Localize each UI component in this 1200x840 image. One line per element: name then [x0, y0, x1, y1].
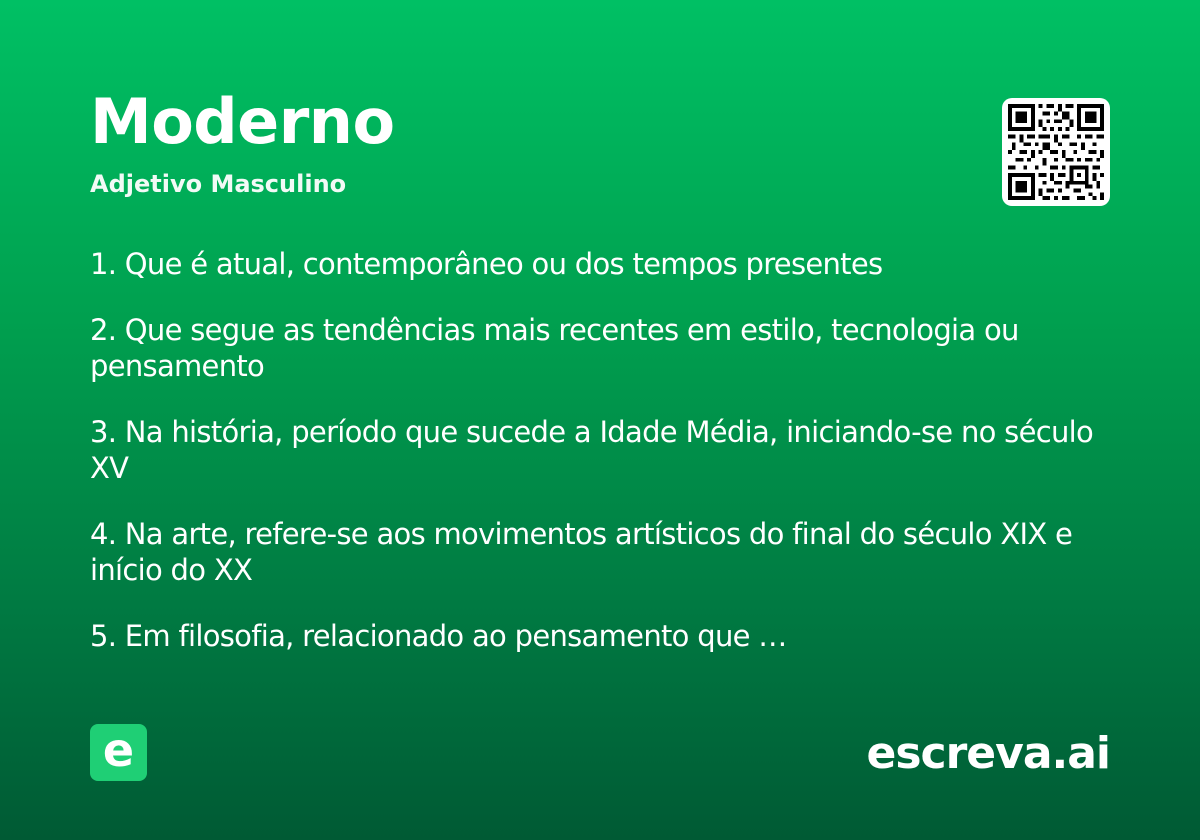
logo-letter: e	[102, 722, 135, 777]
definition-item: 4. Na arte, refere-se aos movimentos artísticos do final do século XIX e início do XX	[90, 517, 1073, 587]
definition-item: 5. Em filosofia, relacionado ao pensamento que …	[90, 619, 787, 653]
logo-icon	[90, 724, 147, 781]
brand-name: escreva.ai	[866, 728, 1110, 779]
definition-item: 2. Que segue as tendências mais recentes em estilo, tecnologia ou pensamento	[90, 313, 1019, 383]
word-title: Moderno	[90, 85, 395, 158]
grammar-class: Adjetivo Masculino	[90, 170, 347, 198]
qr-code-icon	[1002, 98, 1110, 206]
definitions-list	[90, 246, 1120, 684]
definition-item: 1. Que é atual, contemporâneo ou dos tempos presentes	[90, 247, 883, 281]
definition-item: 3. Na história, período que sucede a Idade Média, iniciando-se no século XV	[90, 415, 1094, 485]
